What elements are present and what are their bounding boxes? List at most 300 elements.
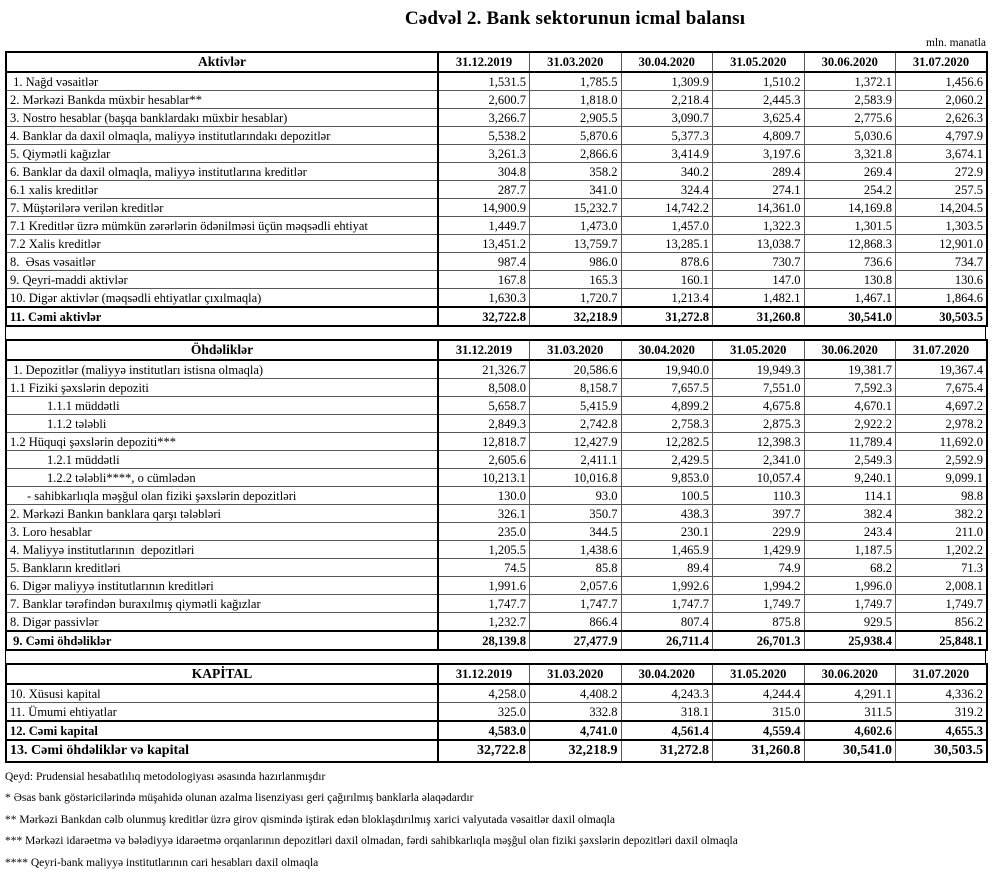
row-value: 3,266.7 xyxy=(438,109,530,127)
table-row xyxy=(6,379,987,397)
row-value: 31,260.8 xyxy=(713,307,805,326)
row-label: 5. Qiymətli kağızlar xyxy=(6,145,438,163)
row-value: 1,510.2 xyxy=(713,72,805,91)
row-value: 2,218.4 xyxy=(621,91,713,109)
row-value: 12,818.7 xyxy=(438,433,530,451)
row-value: 3,625.4 xyxy=(713,109,805,127)
row-label: - sahibkarlıqla məşğul olan fiziki şəxslərin depozitləri xyxy=(6,487,438,505)
row-value: 382.2 xyxy=(896,505,988,523)
row-value: 311.5 xyxy=(804,703,896,722)
row-value: 1,467.1 xyxy=(804,289,896,308)
row-label: 7. Banklar tərəfindən buraxılmış qiymətli kağızlar xyxy=(6,595,438,613)
row-value: 1,457.0 xyxy=(621,217,713,235)
table-row xyxy=(6,360,987,379)
footnote: ** Mərkəzi Bankdan cəlb olunmuş kreditlər üzrə girov qismində iştirak edən bloklaşdırılmış xarici valyutada vəsaitlər daxil olmaqla xyxy=(5,813,615,826)
row-value: 3,674.1 xyxy=(896,145,988,163)
row-value: 4,291.1 xyxy=(804,684,896,703)
footnote: *** Mərkəzi idarəetmə və bələdiyyə idarəetmə orqanlarının depozitləri daxil olmadan, fərdi sahibkarlıqla məşğul olan fiziki şəxslərin depozitləri daxil olmaqla xyxy=(5,835,738,848)
table-row xyxy=(6,109,987,127)
row-value: 1,747.7 xyxy=(438,595,530,613)
row-value: 32,722.8 xyxy=(438,307,530,326)
row-value: 4,258.0 xyxy=(438,684,530,703)
row-value: 32,218.9 xyxy=(530,307,622,326)
footnote: Qeyd: Prudensial hesabatlılıq metodologiyası əsasında hazırlanmışdır xyxy=(5,771,326,783)
row-value: 5,870.6 xyxy=(530,127,622,145)
row-value: 10,057.4 xyxy=(713,469,805,487)
row-label: 1.1 Fiziki şəxslərin depoziti xyxy=(6,379,438,397)
row-value: 350.7 xyxy=(530,505,622,523)
row-value: 165.3 xyxy=(530,271,622,289)
table-row xyxy=(6,703,987,722)
row-value: 4,797.9 xyxy=(896,127,988,145)
table-row xyxy=(6,740,987,762)
row-value: 2,978.2 xyxy=(896,415,988,433)
table-title: Cədvəl 2. Bank sektorunun icmal balansı xyxy=(404,8,746,29)
row-value: 274.1 xyxy=(713,181,805,199)
table-row xyxy=(6,541,987,559)
row-value: 315.0 xyxy=(713,703,805,722)
row-value: 1,372.1 xyxy=(804,72,896,91)
row-value: 736.6 xyxy=(804,253,896,271)
row-label: 6.1 xalis kreditlər xyxy=(6,181,438,199)
row-value: 114.1 xyxy=(804,487,896,505)
date-column-header: 31.12.2019 xyxy=(438,52,530,72)
row-value: 7,592.3 xyxy=(804,379,896,397)
row-label: 1.2.2 tələbli****, o cümlədən xyxy=(6,469,438,487)
row-value: 4,741.0 xyxy=(530,721,622,740)
row-value: 2,875.3 xyxy=(713,415,805,433)
row-value: 20,586.6 xyxy=(530,360,622,379)
row-value: 3,414.9 xyxy=(621,145,713,163)
table-row xyxy=(6,451,987,469)
row-value: 1,482.1 xyxy=(713,289,805,308)
date-column-header: 31.03.2020 xyxy=(530,340,622,360)
row-value: 2,600.7 xyxy=(438,91,530,109)
row-value: 93.0 xyxy=(530,487,622,505)
row-value: 1,429.9 xyxy=(713,541,805,559)
row-value: 98.8 xyxy=(896,487,988,505)
row-value: 32,218.9 xyxy=(530,740,622,762)
row-value: 1,785.5 xyxy=(530,72,622,91)
row-value: 13,759.7 xyxy=(530,235,622,253)
row-value: 1,301.5 xyxy=(804,217,896,235)
row-value: 1,205.5 xyxy=(438,541,530,559)
row-value: 25,938.4 xyxy=(804,631,896,650)
section-header-aktivler: Aktivlər xyxy=(6,52,438,72)
row-value: 5,658.7 xyxy=(438,397,530,415)
row-value: 74.9 xyxy=(713,559,805,577)
date-column-header: 31.12.2019 xyxy=(438,664,530,684)
table-row xyxy=(6,684,987,703)
row-value: 13,451.2 xyxy=(438,235,530,253)
row-value: 167.8 xyxy=(438,271,530,289)
row-label: 10. Xüsusi kapital xyxy=(6,684,438,703)
row-value: 287.7 xyxy=(438,181,530,199)
row-value: 254.2 xyxy=(804,181,896,199)
row-value: 3,321.8 xyxy=(804,145,896,163)
row-value: 14,204.5 xyxy=(896,199,988,217)
row-value: 4,561.4 xyxy=(621,721,713,740)
row-value: 19,367.4 xyxy=(896,360,988,379)
row-value: 2,758.3 xyxy=(621,415,713,433)
row-value: 4,675.8 xyxy=(713,397,805,415)
footnote: **** Qeyri-bank maliyyə institutlarının cari hesabları daxil olmaqla xyxy=(5,856,319,869)
row-value: 4,809.7 xyxy=(713,127,805,145)
row-value: 27,477.9 xyxy=(530,631,622,650)
section-header-row xyxy=(6,340,987,360)
table-row xyxy=(6,559,987,577)
row-value: 341.0 xyxy=(530,181,622,199)
row-value: 4,697.2 xyxy=(896,397,988,415)
row-value: 4,243.3 xyxy=(621,684,713,703)
row-value: 19,940.0 xyxy=(621,360,713,379)
row-value: 3,197.6 xyxy=(713,145,805,163)
row-value: 2,445.3 xyxy=(713,91,805,109)
row-value: 1,818.0 xyxy=(530,91,622,109)
row-value: 2,549.3 xyxy=(804,451,896,469)
date-column-header: 30.04.2020 xyxy=(621,340,713,360)
row-value: 31,272.8 xyxy=(621,740,713,762)
row-value: 211.0 xyxy=(896,523,988,541)
row-value: 1,531.5 xyxy=(438,72,530,91)
row-label: 8. Digər passivlər xyxy=(6,613,438,632)
row-value: 9,099.1 xyxy=(896,469,988,487)
date-column-header: 30.04.2020 xyxy=(621,52,713,72)
row-value: 21,326.7 xyxy=(438,360,530,379)
row-value: 3,261.3 xyxy=(438,145,530,163)
table-row xyxy=(6,127,987,145)
row-value: 2,592.9 xyxy=(896,451,988,469)
row-value: 1,465.9 xyxy=(621,541,713,559)
row-value: 4,899.2 xyxy=(621,397,713,415)
date-column-header: 31.05.2020 xyxy=(713,340,805,360)
row-value: 2,742.8 xyxy=(530,415,622,433)
row-value: 11,789.4 xyxy=(804,433,896,451)
row-value: 987.4 xyxy=(438,253,530,271)
unit-label: mln. manatla xyxy=(925,37,986,49)
row-value: 269.4 xyxy=(804,163,896,181)
date-column-header: 30.04.2020 xyxy=(621,664,713,684)
row-value: 1,449.7 xyxy=(438,217,530,235)
date-column-header: 31.05.2020 xyxy=(713,52,805,72)
section-gap xyxy=(5,651,986,663)
row-label: 11. Cəmi aktivlər xyxy=(6,307,438,326)
row-label: 1.1.2 tələbli xyxy=(6,415,438,433)
table-row xyxy=(6,613,987,632)
row-value: 130.0 xyxy=(438,487,530,505)
row-value: 730.7 xyxy=(713,253,805,271)
row-value: 12,398.3 xyxy=(713,433,805,451)
row-value: 30,503.5 xyxy=(896,740,988,762)
row-value: 71.3 xyxy=(896,559,988,577)
row-value: 1,187.5 xyxy=(804,541,896,559)
row-value: 866.4 xyxy=(530,613,622,632)
row-value: 2,626.3 xyxy=(896,109,988,127)
row-value: 1,456.6 xyxy=(896,72,988,91)
row-value: 229.9 xyxy=(713,523,805,541)
row-value: 340.2 xyxy=(621,163,713,181)
row-value: 14,361.0 xyxy=(713,199,805,217)
date-column-header: 31.07.2020 xyxy=(896,340,988,360)
row-label: 4. Banklar da daxil olmaqla, maliyyə institutlarındakı depozitlər xyxy=(6,127,438,145)
row-value: 11,692.0 xyxy=(896,433,988,451)
row-value: 2,905.5 xyxy=(530,109,622,127)
table-row xyxy=(6,271,987,289)
row-value: 15,232.7 xyxy=(530,199,622,217)
row-label: 1.1.1 müddətli xyxy=(6,397,438,415)
row-value: 358.2 xyxy=(530,163,622,181)
row-value: 8,158.7 xyxy=(530,379,622,397)
row-value: 32,722.8 xyxy=(438,740,530,762)
footnotes xyxy=(5,770,990,870)
row-label: 1.2 Hüquqi şəxslərin depoziti*** xyxy=(6,433,438,451)
row-value: 257.5 xyxy=(896,181,988,199)
row-value: 1,991.6 xyxy=(438,577,530,595)
row-value: 4,583.0 xyxy=(438,721,530,740)
row-value: 30,541.0 xyxy=(804,307,896,326)
row-value: 2,429.5 xyxy=(621,451,713,469)
row-value: 2,849.3 xyxy=(438,415,530,433)
row-value: 1,992.6 xyxy=(621,577,713,595)
row-label: 1. Depozitlər (maliyyə institutları istisna olmaqla) xyxy=(6,360,438,379)
row-value: 326.1 xyxy=(438,505,530,523)
row-value: 325.0 xyxy=(438,703,530,722)
row-value: 12,868.3 xyxy=(804,235,896,253)
date-column-header: 31.07.2020 xyxy=(896,52,988,72)
table-row xyxy=(6,397,987,415)
row-label: 11. Ümumi ehtiyatlar xyxy=(6,703,438,722)
row-value: 1,747.7 xyxy=(621,595,713,613)
row-value: 438.3 xyxy=(621,505,713,523)
row-value: 304.8 xyxy=(438,163,530,181)
row-value: 12,427.9 xyxy=(530,433,622,451)
table-row xyxy=(6,721,987,740)
row-value: 1,747.7 xyxy=(530,595,622,613)
row-value: 14,742.2 xyxy=(621,199,713,217)
row-value: 9,853.0 xyxy=(621,469,713,487)
row-value: 734.7 xyxy=(896,253,988,271)
row-value: 4,602.6 xyxy=(804,721,896,740)
row-value: 14,169.8 xyxy=(804,199,896,217)
row-value: 318.1 xyxy=(621,703,713,722)
row-value: 1,303.5 xyxy=(896,217,988,235)
row-value: 1,309.9 xyxy=(621,72,713,91)
row-label: 2. Mərkəzi Bankın banklara qarşı tələbləri xyxy=(6,505,438,523)
table-row xyxy=(6,487,987,505)
table-row xyxy=(6,181,987,199)
table-row xyxy=(6,595,987,613)
row-value: 14,900.9 xyxy=(438,199,530,217)
section-table-aktivler xyxy=(5,51,988,327)
row-value: 5,030.6 xyxy=(804,127,896,145)
row-value: 85.8 xyxy=(530,559,622,577)
row-value: 1,749.7 xyxy=(713,595,805,613)
row-value: 2,922.2 xyxy=(804,415,896,433)
row-value: 31,272.8 xyxy=(621,307,713,326)
row-value: 324.4 xyxy=(621,181,713,199)
section-header-ohdelikler: Öhdəliklər xyxy=(6,340,438,360)
row-value: 1,213.4 xyxy=(621,289,713,308)
row-value: 147.0 xyxy=(713,271,805,289)
row-value: 1,232.7 xyxy=(438,613,530,632)
row-value: 19,381.7 xyxy=(804,360,896,379)
table-row xyxy=(6,253,987,271)
row-value: 8,508.0 xyxy=(438,379,530,397)
row-value: 2,060.2 xyxy=(896,91,988,109)
row-value: 31,260.8 xyxy=(713,740,805,762)
row-value: 1,202.2 xyxy=(896,541,988,559)
table-row xyxy=(6,163,987,181)
table-row xyxy=(6,415,987,433)
row-value: 1,473.0 xyxy=(530,217,622,235)
row-value: 856.2 xyxy=(896,613,988,632)
row-value: 2,866.6 xyxy=(530,145,622,163)
row-value: 68.2 xyxy=(804,559,896,577)
row-label: 3. Loro hesablar xyxy=(6,523,438,541)
row-label: 7.1 Kreditlər üzrə mümkün zərərlərin ödənilməsi üçün məqsədli ehtiyat xyxy=(6,217,438,235)
row-label: 2. Mərkəzi Bankda müxbir hesablar** xyxy=(6,91,438,109)
row-value: 986.0 xyxy=(530,253,622,271)
table-row xyxy=(6,72,987,91)
table-row xyxy=(6,469,987,487)
row-value: 10,213.1 xyxy=(438,469,530,487)
row-value: 2,605.6 xyxy=(438,451,530,469)
table-row xyxy=(6,235,987,253)
row-value: 1,994.2 xyxy=(713,577,805,595)
row-value: 3,090.7 xyxy=(621,109,713,127)
row-value: 9,240.1 xyxy=(804,469,896,487)
date-column-header: 30.06.2020 xyxy=(804,340,896,360)
row-value: 19,949.3 xyxy=(713,360,805,379)
row-value: 230.1 xyxy=(621,523,713,541)
table-row xyxy=(6,217,987,235)
row-label: 13. Cəmi öhdəliklər və kapital xyxy=(6,740,438,762)
row-value: 4,670.1 xyxy=(804,397,896,415)
row-value: 1,322.3 xyxy=(713,217,805,235)
table-row xyxy=(6,577,987,595)
date-column-header: 31.07.2020 xyxy=(896,664,988,684)
row-value: 344.5 xyxy=(530,523,622,541)
table-row xyxy=(6,199,987,217)
table-row xyxy=(6,631,987,650)
date-column-header: 31.05.2020 xyxy=(713,664,805,684)
row-value: 319.2 xyxy=(896,703,988,722)
row-label: 1.2.1 müddətli xyxy=(6,451,438,469)
row-value: 878.6 xyxy=(621,253,713,271)
row-value: 30,503.5 xyxy=(896,307,988,326)
row-value: 130.8 xyxy=(804,271,896,289)
row-value: 929.5 xyxy=(804,613,896,632)
section-header-row xyxy=(6,664,987,684)
row-value: 4,408.2 xyxy=(530,684,622,703)
row-value: 26,701.3 xyxy=(713,631,805,650)
row-value: 26,711.4 xyxy=(621,631,713,650)
row-value: 13,285.1 xyxy=(621,235,713,253)
row-label: 10. Digər aktivlər (məqsədli ehtiyatlar çıxılmaqla) xyxy=(6,289,438,308)
row-label: 6. Banklar da daxil olmaqla, maliyyə institutlarına kreditlər xyxy=(6,163,438,181)
row-value: 25,848.1 xyxy=(896,631,988,650)
row-value: 332.8 xyxy=(530,703,622,722)
row-value: 160.1 xyxy=(621,271,713,289)
row-value: 1,630.3 xyxy=(438,289,530,308)
date-column-header: 31.12.2019 xyxy=(438,340,530,360)
row-value: 1,996.0 xyxy=(804,577,896,595)
date-column-header: 31.03.2020 xyxy=(530,52,622,72)
row-value: 1,438.6 xyxy=(530,541,622,559)
row-value: 2,775.6 xyxy=(804,109,896,127)
row-value: 4,336.2 xyxy=(896,684,988,703)
row-value: 1,749.7 xyxy=(896,595,988,613)
row-value: 1,749.7 xyxy=(804,595,896,613)
row-value: 2,583.9 xyxy=(804,91,896,109)
row-value: 7,675.4 xyxy=(896,379,988,397)
section-header-row xyxy=(6,52,987,72)
row-value: 2,008.1 xyxy=(896,577,988,595)
row-label: 9. Cəmi öhdəliklər xyxy=(6,631,438,650)
row-label: 7.2 Xalis kreditlər xyxy=(6,235,438,253)
section-table-ohdelikler xyxy=(5,339,988,651)
section-gap xyxy=(5,327,986,339)
date-column-header: 30.06.2020 xyxy=(804,52,896,72)
row-value: 28,139.8 xyxy=(438,631,530,650)
row-value: 243.4 xyxy=(804,523,896,541)
row-value: 1,864.6 xyxy=(896,289,988,308)
row-label: 1. Nağd vəsaitlər xyxy=(6,72,438,91)
row-value: 272.9 xyxy=(896,163,988,181)
row-value: 807.4 xyxy=(621,613,713,632)
row-value: 89.4 xyxy=(621,559,713,577)
row-value: 74.5 xyxy=(438,559,530,577)
table-row xyxy=(6,307,987,326)
row-value: 100.5 xyxy=(621,487,713,505)
row-value: 13,038.7 xyxy=(713,235,805,253)
table-row xyxy=(6,433,987,451)
row-label: 12. Cəmi kapital xyxy=(6,721,438,740)
date-column-header: 31.03.2020 xyxy=(530,664,622,684)
row-value: 2,057.6 xyxy=(530,577,622,595)
section-header-kapital: KAPİTAL xyxy=(6,664,438,684)
row-value: 382.4 xyxy=(804,505,896,523)
row-label: 3. Nostro hesablar (başqa banklardakı müxbir hesablar) xyxy=(6,109,438,127)
row-value: 2,411.1 xyxy=(530,451,622,469)
table-row xyxy=(6,523,987,541)
row-label: 7. Müştərilərə verilən kreditlər xyxy=(6,199,438,217)
row-value: 5,377.3 xyxy=(621,127,713,145)
row-value: 12,901.0 xyxy=(896,235,988,253)
row-value: 10,016.8 xyxy=(530,469,622,487)
date-column-header: 30.06.2020 xyxy=(804,664,896,684)
row-value: 4,655.3 xyxy=(896,721,988,740)
section-table-kapital xyxy=(5,663,988,763)
row-value: 1,720.7 xyxy=(530,289,622,308)
footnote: * Əsas bank göstəricilərində müşahidə olunan azalma lisenziyası geri çağırılmış banklarla əlaqədardır xyxy=(5,792,474,805)
row-value: 235.0 xyxy=(438,523,530,541)
row-value: 30,541.0 xyxy=(804,740,896,762)
row-label: 6. Digər maliyyə institutlarının kreditləri xyxy=(6,577,438,595)
row-value: 7,657.5 xyxy=(621,379,713,397)
row-value: 12,282.5 xyxy=(621,433,713,451)
row-value: 397.7 xyxy=(713,505,805,523)
row-label: 8. Əsas vəsaitlər xyxy=(6,253,438,271)
table-row xyxy=(6,505,987,523)
table-row xyxy=(6,289,987,308)
row-value: 289.4 xyxy=(713,163,805,181)
table-row xyxy=(6,91,987,109)
row-value: 875.8 xyxy=(713,613,805,632)
row-value: 130.6 xyxy=(896,271,988,289)
table-row xyxy=(6,145,987,163)
row-value: 4,244.4 xyxy=(713,684,805,703)
